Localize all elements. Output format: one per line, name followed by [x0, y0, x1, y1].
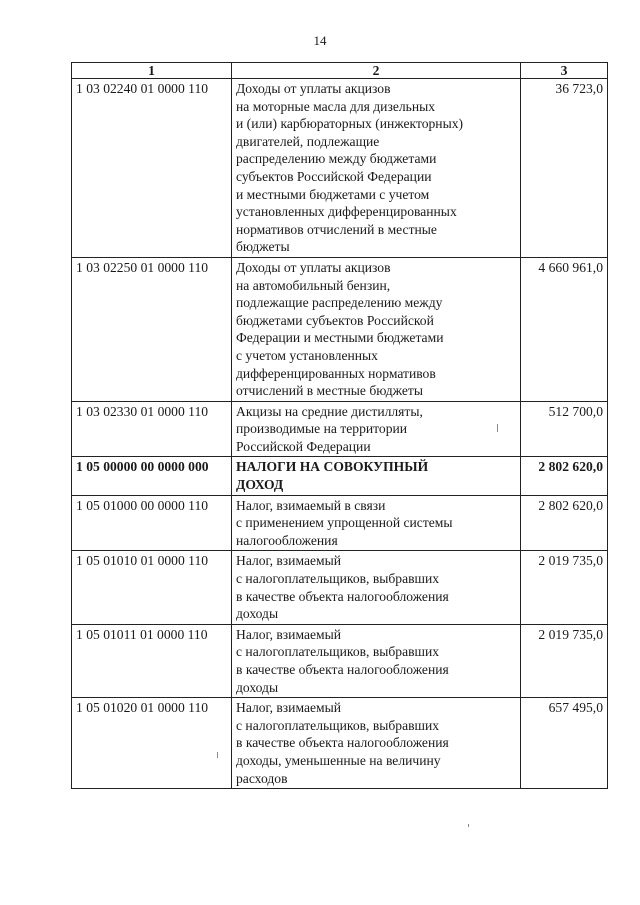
column-header-amount: 3: [521, 63, 608, 79]
description-line: в качестве объекта налогообложения: [236, 662, 449, 677]
description-line: с применением упрощенной системы: [236, 515, 453, 531]
description-line: и местными бюджетами с учетом: [236, 186, 430, 202]
table-row: [72, 401, 608, 457]
revenue-description: [232, 257, 521, 401]
description-line: с налогоплательщиков, выбравших: [236, 644, 440, 660]
amount: 2 802 620,0: [521, 457, 608, 495]
table-row: [72, 551, 608, 624]
revenue-description: [232, 624, 521, 697]
amount: 2 019 735,0: [521, 551, 608, 624]
table-row: [72, 495, 608, 551]
header-row: [72, 63, 608, 79]
description-line: расходов: [236, 770, 288, 786]
description-line: налогообложения: [236, 532, 338, 548]
description-line: распределению между бюджетами: [236, 151, 437, 167]
description-line: с налогоплательщиков, выбравших: [236, 571, 440, 587]
description-line: на автомобильный бензин,: [236, 277, 391, 293]
table-row: [72, 457, 608, 495]
description-line: Налог, взимаемый: [236, 553, 342, 569]
classification-code: 1 05 01011 01 0000 110: [72, 624, 232, 697]
description-line: субъектов Российской Федерации: [236, 168, 432, 184]
scan-speck: [468, 824, 469, 827]
description-line: нормативов отчислений в местные: [236, 221, 437, 237]
table-row: [72, 624, 608, 697]
amount: 4 660 961,0: [521, 257, 608, 401]
description-line: дифференцированных нормативов: [236, 365, 436, 381]
description-line: Налог, взимаемый в связи: [236, 497, 386, 513]
description-line: с учетом установленных: [236, 347, 378, 363]
description-line: установленных дифференцированных: [236, 204, 457, 220]
revenue-description: [232, 495, 521, 551]
description-line: Доходы от уплаты акцизов: [236, 81, 391, 96]
classification-code: 1 05 00000 00 0000 000: [72, 457, 232, 495]
description-line: доходы: [236, 606, 279, 622]
table-row: [72, 698, 608, 789]
amount: 512 700,0: [521, 401, 608, 457]
description-line: Налог, взимаемый: [236, 700, 342, 716]
description-line: бюджеты: [236, 239, 290, 255]
amount: 2 802 620,0: [521, 495, 608, 551]
table-row: [72, 79, 608, 258]
description-line: с налогоплательщиков, выбравших: [236, 717, 440, 733]
description-line: подлежащие распределению между: [236, 295, 443, 311]
classification-code: 1 05 01010 01 0000 110: [72, 551, 232, 624]
amount: 657 495,0: [521, 698, 608, 789]
revenue-description: [232, 401, 521, 457]
classification-code: 1 05 01020 01 0000 110: [72, 698, 232, 789]
description-line: в качестве объекта налогообложения: [236, 588, 449, 604]
amount: 36 723,0: [521, 79, 608, 258]
description-line: Налог, взимаемый: [236, 626, 342, 642]
description-line: производимые на территории: [236, 421, 408, 437]
description-line: на моторные масла для дизельных: [236, 98, 436, 114]
description-line: Федерации и местными бюджетами: [236, 330, 444, 346]
scan-speck: [217, 752, 218, 758]
description-line: и (или) карбюраторных (инжекторных): [236, 116, 464, 132]
classification-code: 1 03 02240 01 0000 110: [72, 79, 232, 258]
description-line: бюджетами субъектов Российской: [236, 312, 434, 328]
column-header-code: 1: [72, 63, 232, 79]
classification-code: 1 03 02250 01 0000 110: [72, 257, 232, 401]
scan-speck: [497, 424, 498, 432]
description-line: доходы, уменьшенные на величину: [236, 752, 441, 768]
description-line: двигателей, подлежащие: [236, 133, 380, 149]
table-row: [72, 257, 608, 401]
description-line: Доходы от уплаты акцизов: [236, 259, 391, 275]
column-header-description: 2: [232, 63, 521, 79]
classification-code: 1 05 01000 00 0000 110: [72, 495, 232, 551]
description-line: отчислений в местные бюджеты: [236, 383, 423, 399]
description-line: НАЛОГИ НА СОВОКУПНЫЙ: [236, 459, 429, 475]
budget-revenue-table: [71, 62, 608, 789]
revenue-description: [232, 551, 521, 624]
description-line: ДОХОД: [236, 477, 284, 493]
amount: 2 019 735,0: [521, 624, 608, 697]
page-number: 14: [313, 33, 327, 48]
description-line: доходы: [236, 679, 279, 695]
revenue-description: [232, 79, 521, 258]
table-body: [72, 79, 608, 789]
description-line: Акцизы на средние дистилляты,: [236, 403, 423, 419]
classification-code: 1 03 02330 01 0000 110: [72, 401, 232, 457]
description-line: в качестве объекта налогообложения: [236, 735, 449, 751]
description-line: Российской Федерации: [236, 438, 371, 454]
table-header: [72, 63, 608, 79]
revenue-description: [232, 698, 521, 789]
revenue-description: [232, 457, 521, 495]
